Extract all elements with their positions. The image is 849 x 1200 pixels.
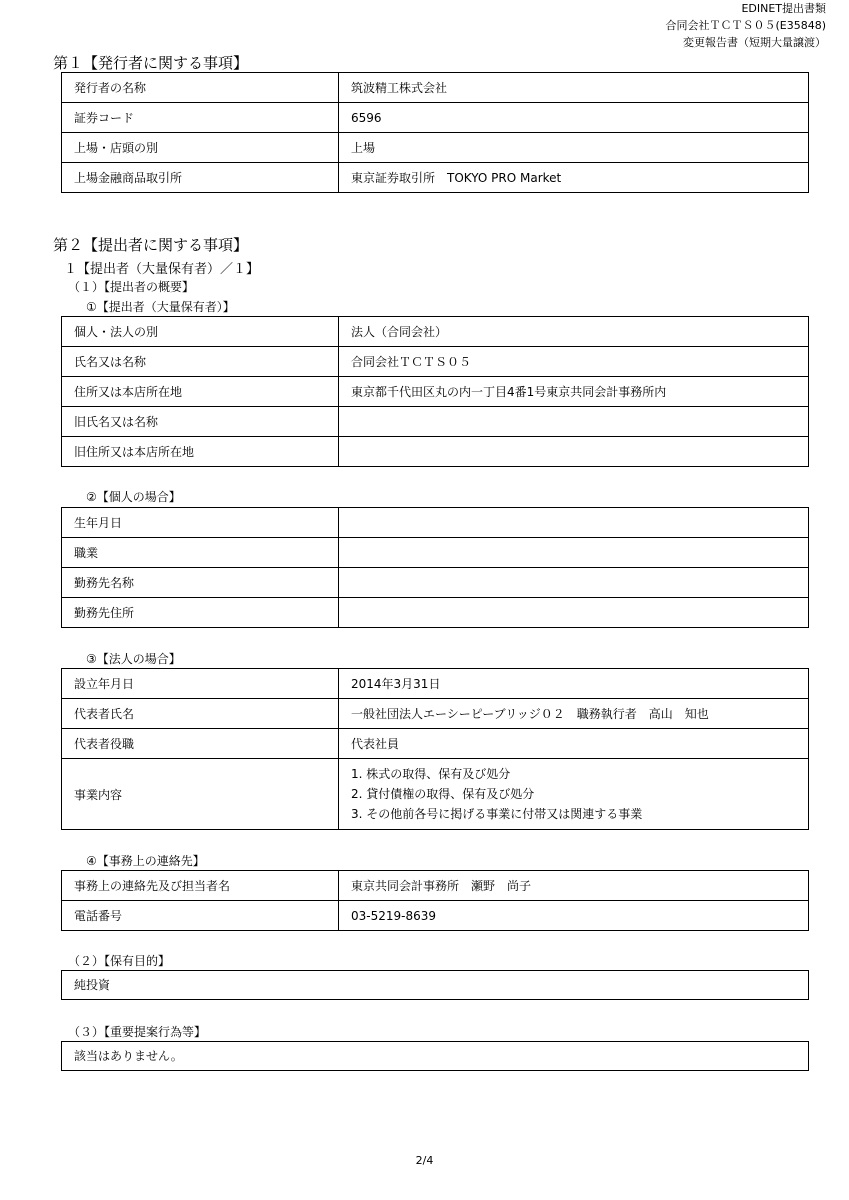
row-label: 電話番号 [62,901,339,931]
page-number: 2/4 [415,1154,434,1167]
document-header [665,0,826,51]
individual-table [61,507,809,628]
header-line-2: 合同会社ＴＣＴＳ０５(E35848) [665,19,826,32]
row-label: 発行者の名称 [62,73,339,103]
row-label: 事務上の連絡先及び担当者名 [62,871,339,901]
table-row [62,133,809,163]
row-label: 個人・法人の別 [62,317,339,347]
contact-heading: ④【事務上の連絡先】 [86,854,205,868]
issuer-table [61,72,809,193]
section1-title: 第１【発行者に関する事項】 [53,54,249,72]
table-row [62,699,809,729]
row-value: 東京都千代田区丸の内一丁目4番1号東京共同会計事務所内 [339,377,809,407]
row-value: 法人（合同会社） [339,317,809,347]
row-label: 証券コード [62,103,339,133]
section2-title: 第２【提出者に関する事項】 [53,236,249,254]
business-description [339,759,809,830]
corporation-table [61,668,809,830]
table-row [62,729,809,759]
row-label: 設立年月日 [62,669,339,699]
purpose-heading: （２）【保有目的】 [68,954,171,968]
table-row [62,508,809,538]
row-label: 職業 [62,538,339,568]
proposal-value: 該当はありません。 [61,1041,809,1071]
row-value: 東京共同会計事務所 瀬野 尚子 [339,871,809,901]
business-line: 1. 株式の取得、保有及び処分 [351,767,511,781]
row-label: 住所又は本店所在地 [62,377,339,407]
row-label: 旧住所又は本店所在地 [62,437,339,467]
table-row [62,568,809,598]
row-value: 筑波精工株式会社 [339,73,809,103]
row-value: 一般社団法人エーシーピーブリッジ０２ 職務執行者 高山 知也 [339,699,809,729]
table-row [62,163,809,193]
business-line: 2. 貸付債権の取得、保有及び処分 [351,787,535,801]
table-row [62,538,809,568]
row-label: 代表者役職 [62,729,339,759]
individual-heading: ②【個人の場合】 [86,490,181,504]
table-row [62,901,809,931]
purpose-value: 純投資 [61,970,809,1000]
row-value: 2014年3月31日 [339,669,809,699]
table-row [62,669,809,699]
submitter-heading: ①【提出者（大量保有者）】 [86,300,235,314]
row-label: 上場金融商品取引所 [62,163,339,193]
table-row [62,437,809,467]
row-value [339,437,809,467]
header-line-3: 変更報告書（短期大量譲渡） [683,36,826,49]
table-row [62,407,809,437]
table-row [62,73,809,103]
table-row [62,317,809,347]
proposal-heading: （３）【重要提案行為等】 [68,1025,207,1039]
table-row [62,347,809,377]
row-value: 代表社員 [339,729,809,759]
table-row [62,103,809,133]
table-row [62,598,809,628]
business-line: 3. その他前各号に掲げる事業に付帯又は関連する事業 [351,807,643,821]
overview-heading: （１）【提出者の概要】 [68,280,195,294]
row-value: 合同会社ＴＣＴＳ０５ [339,347,809,377]
row-value: 6596 [339,103,809,133]
row-label: 事業内容 [62,759,339,830]
row-value [339,508,809,538]
row-value [339,538,809,568]
row-value: 東京証券取引所 TOKYO PRO Market [339,163,809,193]
row-value [339,407,809,437]
table-row [62,871,809,901]
row-label: 勤務先名称 [62,568,339,598]
row-label: 代表者氏名 [62,699,339,729]
submitter-subheading: １【提出者（大量保有者）／１】 [64,262,260,277]
row-label: 勤務先住所 [62,598,339,628]
table-row [62,759,809,830]
header-line-1: EDINET提出書類 [741,2,826,15]
row-value: 上場 [339,133,809,163]
row-label: 上場・店頭の別 [62,133,339,163]
submitter-table [61,316,809,467]
corporation-heading: ③【法人の場合】 [86,652,181,666]
contact-table [61,870,809,931]
row-label: 氏名又は名称 [62,347,339,377]
row-label: 生年月日 [62,508,339,538]
row-value: 03-5219-8639 [339,901,809,931]
row-label: 旧氏名又は名称 [62,407,339,437]
row-value [339,568,809,598]
row-value [339,598,809,628]
table-row [62,377,809,407]
